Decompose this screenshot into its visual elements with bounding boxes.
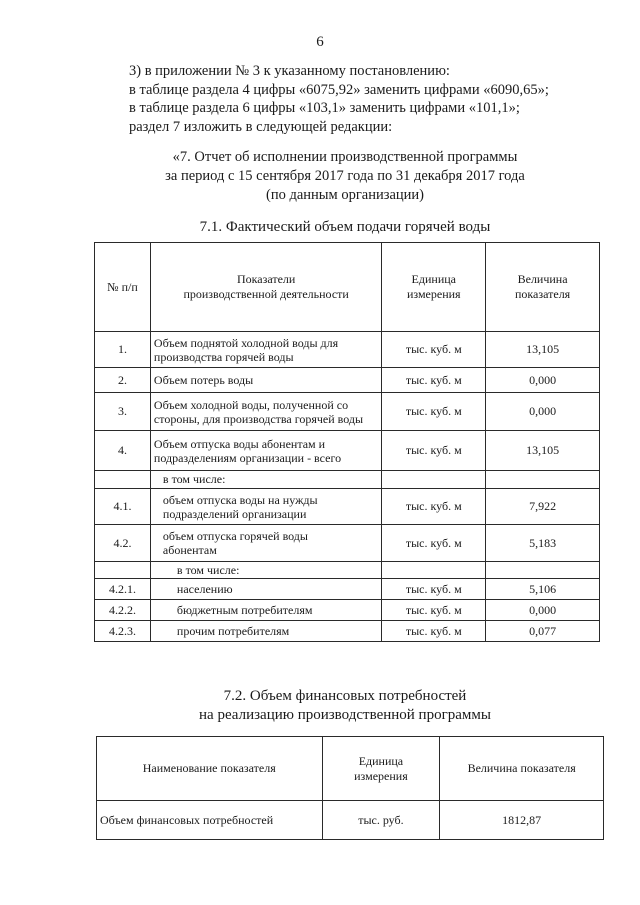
report-title-line: «7. Отчет об исполнении производственной программы xyxy=(172,149,518,165)
amendment-line: в таблице раздела 4 цифры «6075,92» заменить цифрами «6090,65»; xyxy=(129,81,549,98)
row-subheading: в том числе: xyxy=(150,471,381,489)
header-unit xyxy=(322,737,440,801)
row-name-text: объем отпуска горячей воды xyxy=(162,529,308,543)
table-row xyxy=(95,393,600,431)
row-unit xyxy=(382,562,486,579)
table-row xyxy=(95,600,600,621)
row-value: 0,000 xyxy=(486,600,600,621)
table-row xyxy=(95,579,600,600)
row-unit: тыс. куб. м xyxy=(382,431,486,471)
table-row xyxy=(95,621,600,642)
row-num xyxy=(95,471,151,489)
row-unit: тыс. куб. м xyxy=(382,525,486,562)
row-num: 2. xyxy=(95,368,151,393)
header-text: производственной деятельности xyxy=(183,287,349,301)
row-name-text: Объем холодной воды, полученной со xyxy=(153,397,349,412)
row-name-text: подразделениям организации - всего xyxy=(153,450,342,465)
row-name-text: стороны, для производства горячей воды xyxy=(153,411,364,426)
row-subheading: в том числе: xyxy=(150,562,381,579)
row-value xyxy=(486,562,600,579)
header-text: измерения xyxy=(406,287,461,301)
table-row xyxy=(95,471,600,489)
report-title-line: (по данным организации) xyxy=(265,187,424,203)
row-value: 0,000 xyxy=(486,368,600,393)
row-name-text: объем отпуска воды на нужды xyxy=(162,492,318,507)
row-name-text: подразделений организации xyxy=(162,506,307,521)
row-unit: тыс. куб. м xyxy=(382,332,486,368)
row-name-text: Объем отпуска воды абонентам и xyxy=(153,436,326,451)
row-value: 5,183 xyxy=(486,525,600,562)
table-header-row xyxy=(97,737,604,801)
row-num: 4.2.3. xyxy=(95,621,151,642)
page-number: 6 xyxy=(316,34,324,50)
row-num: 3. xyxy=(95,393,151,431)
row-value: 13,105 xyxy=(486,332,600,368)
row-value: 0,077 xyxy=(486,621,600,642)
row-unit: тыс. куб. м xyxy=(382,579,486,600)
row-name xyxy=(150,525,381,562)
row-num: 1. xyxy=(95,332,151,368)
table-row xyxy=(95,562,600,579)
row-num: 4.1. xyxy=(95,489,151,525)
table-row xyxy=(95,525,600,562)
row-name xyxy=(150,332,381,368)
row-num xyxy=(95,562,151,579)
financial-needs-table xyxy=(96,736,604,840)
header-text: Величина xyxy=(517,272,568,286)
header-text: измерения xyxy=(354,768,408,783)
row-name: Объем финансовых потребностей xyxy=(97,801,323,840)
row-unit: тыс. куб. м xyxy=(382,600,486,621)
table-row xyxy=(95,489,600,525)
table2-title xyxy=(0,687,640,724)
header-text: Единица xyxy=(411,272,456,286)
row-value: 13,105 xyxy=(486,431,600,471)
header-unit xyxy=(382,243,486,332)
header-indicator: Наименование показателя xyxy=(97,737,323,801)
table-row xyxy=(97,801,604,840)
header-num: № п/п xyxy=(95,243,151,332)
row-unit: тыс. руб. xyxy=(322,801,440,840)
table2-title-line: 7.2. Объем финансовых потребностей xyxy=(223,688,467,704)
row-value: 5,106 xyxy=(486,579,600,600)
header-indicator xyxy=(150,243,381,332)
amendment-line: в таблице раздела 6 цифры «103,1» заменить цифрами «101,1»; xyxy=(129,100,520,116)
row-unit: тыс. куб. м xyxy=(382,393,486,431)
row-num: 4.2. xyxy=(95,525,151,562)
row-value: 7,922 xyxy=(486,489,600,525)
row-num: 4. xyxy=(95,431,151,471)
header-text: показателя xyxy=(514,287,571,301)
table-header-row xyxy=(95,243,600,332)
table-row xyxy=(95,368,600,393)
table2-title-line: на реализацию производственной программы xyxy=(199,706,491,723)
row-unit: тыс. куб. м xyxy=(382,368,486,393)
row-value: 1812,87 xyxy=(440,801,604,840)
row-num: 4.2.2. xyxy=(95,600,151,621)
row-value xyxy=(486,471,600,489)
table-row xyxy=(95,431,600,471)
report-title xyxy=(0,148,640,205)
row-name: прочим потребителям xyxy=(150,621,381,642)
row-name-text: абонентам xyxy=(162,543,217,557)
header-value: Величина показателя xyxy=(440,737,604,801)
row-unit: тыс. куб. м xyxy=(382,621,486,642)
amendment-text xyxy=(129,62,599,136)
header-text: Единица xyxy=(358,753,404,768)
row-name-text: Объем поднятой холодной воды для xyxy=(153,335,339,350)
table1-title: 7.1. Фактический объем подачи горячей воды xyxy=(199,219,491,235)
row-name xyxy=(150,393,381,431)
row-unit xyxy=(382,471,486,489)
row-name xyxy=(150,489,381,525)
report-title-line: за период с 15 сентября 2017 года по 31 декабря 2017 года xyxy=(165,168,525,184)
row-name-text: производства горячей воды xyxy=(153,349,294,364)
row-num: 4.2.1. xyxy=(95,579,151,600)
amendment-line: 3) в приложении № 3 к указанному постановлению: xyxy=(129,63,450,79)
row-unit: тыс. куб. м xyxy=(382,489,486,525)
row-name: населению xyxy=(150,579,381,600)
table-row xyxy=(95,332,600,368)
amendment-line: раздел 7 изложить в следующей редакции: xyxy=(129,118,393,135)
header-value xyxy=(486,243,600,332)
header-text: Показатели xyxy=(236,272,296,286)
row-name: Объем потерь воды xyxy=(150,368,381,393)
row-name xyxy=(150,431,381,471)
hot-water-supply-table xyxy=(94,242,600,642)
row-value: 0,000 xyxy=(486,393,600,431)
row-name: бюджетным потребителям xyxy=(150,600,381,621)
